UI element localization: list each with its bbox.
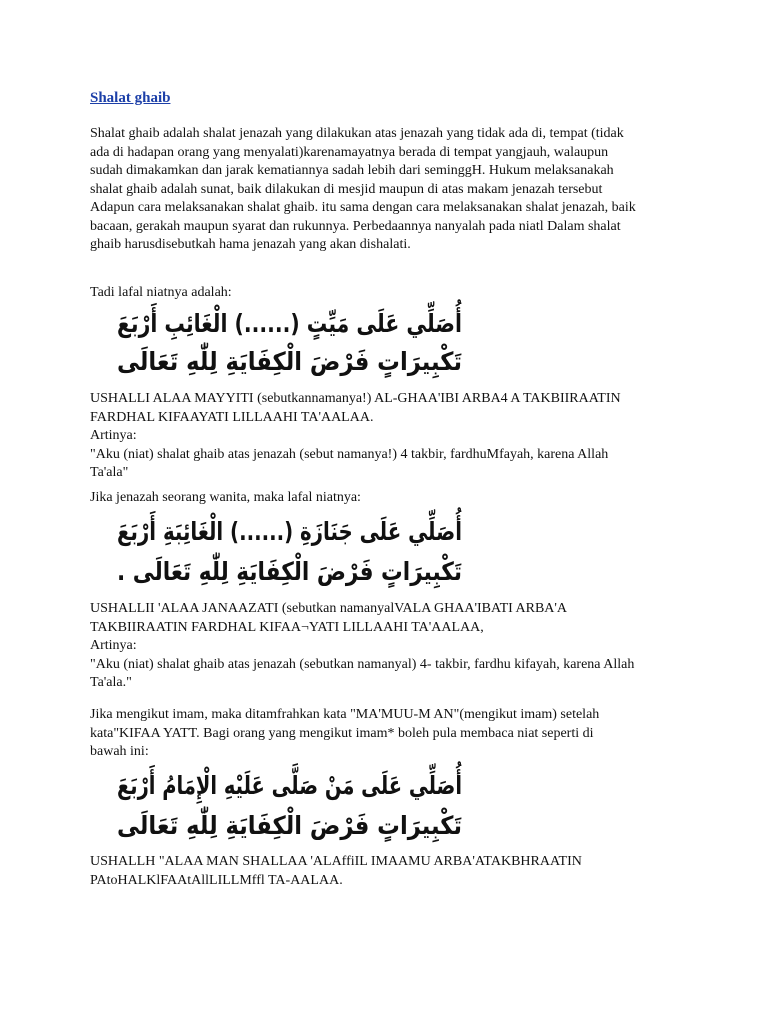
translit-line: PAtoHALKlFAAtAllLILLMffl TA-AALAA. [90, 872, 343, 888]
arabic-niat-image-1 [110, 300, 541, 380]
intro-line: Adapun cara melaksanakan shalat ghaib. itu sama dengan cara melaksanakan shalat jenazah, baik [90, 200, 636, 215]
section2-lead: Jika jenazah seorang wanita, maka lafal niatnya: [90, 490, 361, 505]
section1-transliteration [90, 390, 690, 483]
intro-line: Shalat ghaib adalah shalat jenazah yang dilakukan atas jenazah yang tidak ada di, tempat (tidak [90, 126, 624, 141]
arabic-line: أُصَلِّي عَلَى مَنْ صَلَّى عَلَيْهِ الْإِمَامُ أَرْبَعَ [117, 771, 561, 800]
translit-line: USHALLH "ALAA MAN SHALLAA 'ALAffiIL IMAAMU ARBA'ATAKBHRAATIN [90, 854, 582, 869]
meaning-line: Ta'ala." [90, 675, 132, 690]
arabic-line: أُصَلِّي عَلَى جَنَازَةِ (......) الْغَائِبَةِ أَرْبَعَ [117, 517, 554, 546]
section1-lead: Tadi lafal niatnya adalah: [90, 285, 232, 300]
artinya-label: Artinya: [90, 428, 137, 443]
section2-transliteration [90, 600, 690, 693]
lead-line: kata"KIFAA YATT. Bagi orang yang mengikut imam* boleh pula membaca niat seperti di [90, 725, 594, 741]
meaning-line: Ta'ala" [90, 465, 129, 480]
translit-line: USHALLII 'ALAA JANAAZATI (sebutkan namanyalVALA GHAA'IBATI ARBA'A [90, 601, 568, 616]
lead-line: bawah ini: [90, 744, 149, 759]
meaning-line: "Aku (niat) shalat ghaib atas jenazah (sebutkan namanyal) 4- takbir, fardhu kifayah, karena Allah [90, 656, 635, 672]
page-title-link[interactable]: Shalat ghaib [90, 90, 171, 106]
meaning-line: "Aku (niat) shalat ghaib atas jenazah (sebut namanya!) 4 takbir, fardhuMfayah, karena Allah [90, 446, 609, 462]
artinya-label: Artinya: [90, 638, 137, 653]
translit-line: USHALLI ALAA MAYYITI (sebutkannamanya!) AL-GHAA'IBI ARBA4 A TAKBIIRAATIN [90, 391, 621, 406]
intro-line: bacaan, gerakah maupun syarat dan rukunnya. Perbedaannya nanyalah pada niatl Dalam shalat [90, 218, 621, 234]
arabic-line: أُصَلِّي عَلَى مَيِّتٍ (......) الْغَائِبِ أَرْبَعَ [117, 309, 541, 338]
translit-line: TAKBIIRAATIN FARDHAL KIFAA¬YATI LILLAAHI TA'AALAA, [90, 619, 484, 635]
arabic-niat-image-2 [110, 508, 554, 588]
intro-line: shalat ghaib adalah sunat, baik dilakukan di mesjid maupun di atas makam jenazah tersebut [90, 181, 603, 197]
section3-transliteration [90, 853, 690, 890]
section3-lead [90, 706, 690, 762]
arabic-line: تَكْبِيرَاتٍ فَرْضَ الْكِفَايَةِ لِلّٰهِ تَعَالَى . [117, 557, 516, 586]
intro-line: sudah dimakamkan dan jarak kematiannya sadah lebih dari seminggH. Hukum melaksanakah [90, 163, 614, 178]
intro-paragraph [90, 125, 690, 255]
lead-line: Jika mengikut imam, maka ditamfrahkan kata "MA'MUU-M AN"(mengikut imam) setelah [90, 707, 600, 722]
intro-line: ada di hadapan orang yang menyalati)karenamayatnya berada di tempat yangjauh, walaupun [90, 144, 609, 160]
arabic-line: تَكْبِيرَاتٍ فَرْضَ الْكِفَايَةِ لِلّٰهِ تَعَالَى [117, 347, 498, 376]
arabic-niat-image-3 [110, 762, 561, 842]
arabic-line: تَكْبِيرَاتٍ فَرْضَ الْكِفَايَةِ لِلّٰهِ تَعَالَى [117, 811, 498, 840]
intro-line: ghaib harusdisebutkah hama jenazah yang akan dishalati. [90, 237, 411, 252]
translit-line: FARDHAL KIFAAYATI LILLAAHI TA'AALAA. [90, 409, 374, 425]
